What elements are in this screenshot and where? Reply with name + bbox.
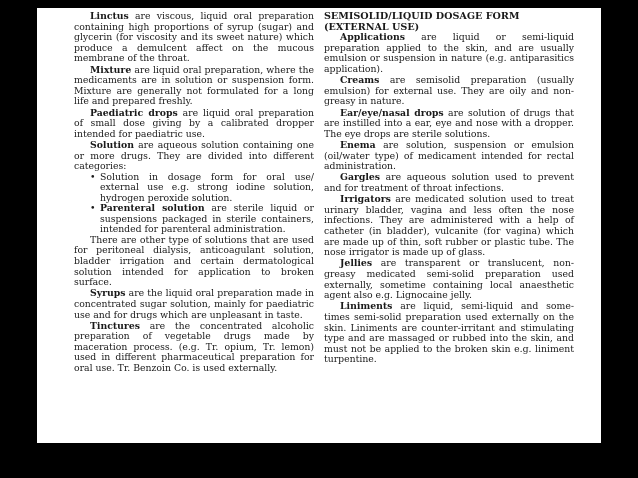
paragraph-irrigators: [324, 195, 574, 258]
paragraph-creams: [324, 76, 574, 108]
term-irrigators: Irrigators: [340, 194, 391, 206]
document-page: [37, 8, 601, 443]
term-jellies: Jellies: [340, 258, 373, 270]
definition-ear-eye-nasal-drops: are solution of drugs that are instilled into a ear, eye and nose with a dropper. The eye drops are sterile solutions.: [324, 107, 574, 140]
term-linctus: Linctus: [90, 11, 129, 22]
bullet-text: Solution in dosage form for oral use/ external use e.g. strong iodine solution, hydrogen peroxide solution.: [100, 171, 314, 204]
term-ear-eye-nasal-drops: Ear/eye/nasal drops: [340, 107, 444, 119]
paragraph-jellies: [324, 259, 574, 301]
paragraph-paediatric-drops: [74, 109, 314, 141]
definition-creams: are semisolid preparation (usually emulsion) for external use. They are oily and non-greasy in nature.: [324, 75, 574, 108]
term-solution: Solution: [90, 139, 134, 151]
definition-applications: are liquid or semi-liquid preparation applied to the skin, and are usually emulsion or suspension in nature (e.g. antiparasitics application).: [324, 32, 574, 75]
term-enema: Enema: [340, 140, 376, 152]
paragraph-ear-eye-nasal-drops: [324, 109, 574, 141]
paragraph-other-solutions: There are other type of solutions that are used for peritoneal dialysis, anticoagulant solution, bladder irrigation and certain dermatological solution intended for application to broken surface.: [74, 234, 314, 289]
paragraph-gargles: [324, 173, 574, 194]
bullet-term: Parenteral solution: [100, 203, 205, 215]
paragraph-syrups: [74, 289, 314, 321]
paragraph-liniments: [324, 302, 574, 365]
definition-paediatric-drops: are liquid oral preparation of small dose giving by a calibrated dropper intended for paediatric use.: [74, 107, 314, 140]
left-column: [74, 12, 314, 375]
right-column: [324, 12, 574, 366]
list-item: [90, 173, 314, 205]
definition-tinctures: are the concentrated alcoholic preparation of vegetable drugs made by maceration process. (e.g. Tr. opium, Tr. lemon) used in different pharmaceutical preparation for oral use. Tr. Benzoin Co. is used externally.: [74, 320, 314, 375]
definition-liniments: are liquid, semi-liquid and some-times semi-solid preparation used externally on the skin. Liniments are counter-irritant and stimulating type and are massaged or rubbed into the skin, and must not be applied to the broken skin e.g. liniment turpentine.: [324, 301, 574, 366]
term-paediatric-drops: Paediatric drops: [90, 107, 178, 119]
section-heading: [324, 12, 574, 33]
paragraph-linctus: [74, 12, 314, 65]
term-gargles: Gargles: [340, 172, 381, 184]
definition-mixture: are liquid oral preparation, where the medicaments are in solution or suspension form. Mixture are generally not formulated for a long life and prepared freshly.: [74, 64, 314, 108]
term-syrups: Syrups: [90, 288, 126, 300]
definition-linctus: are viscous, liquid oral preparation containing high proportions of syrup (sugar) and glycerin (for viscosity and its sweet nature) which produce a demulcent affect on the mucous membrane of the throat.: [74, 11, 314, 65]
term-creams: Creams: [340, 75, 380, 87]
term-liniments: Liniments: [340, 301, 393, 313]
definition-jellies: are transparent or translucent, non-greasy medicated semi-solid preparation used externally, sometime containing local anaesthetic agent also e.g. Lignocaine jelly.: [324, 258, 574, 302]
definition-syrups: are the liquid oral preparation made in concentrated sugar solution, mainly for paediatric use and for drugs which are unpleasant in taste.: [74, 288, 314, 321]
paragraph-solution: [74, 141, 314, 173]
bullet-text: are sterile liquid or suspensions packaged in sterile containers, intended for parenteral administration.: [100, 203, 314, 236]
section-heading-line1: SEMISOLID/LIQUID DOSAGE FORM: [324, 11, 520, 22]
definition-solution: are aqueous solution containing one or more drugs. They are divided into different categories:: [74, 139, 314, 173]
section-heading-line2: (EXTERNAL USE): [324, 21, 420, 33]
term-applications: Applications: [340, 32, 405, 44]
solution-category-list: [74, 173, 314, 236]
paragraph-applications: [324, 33, 574, 75]
paragraph-mixture: [74, 66, 314, 108]
definition-gargles: are aqueous solution used to prevent and for treatment of throat infections.: [324, 172, 574, 195]
definition-enema: are solution, suspension or emulsion (oil/water type) of medicament intended for rectal administration.: [324, 140, 574, 173]
list-item: [90, 204, 314, 236]
paragraph-tinctures: [74, 322, 314, 375]
paragraph-enema: [324, 141, 574, 173]
definition-irrigators: are medicated solution used to treat urinary bladder, vagina and less often the nose infections. They are administered with a help of catheter (in bladder), vulcanite (for vagina) which are made up of thin, soft rubber or plastic tube. The nose irrigator is made up of glass.: [324, 194, 574, 259]
term-mixture: Mixture: [90, 64, 132, 76]
term-tinctures: Tinctures: [90, 320, 140, 332]
